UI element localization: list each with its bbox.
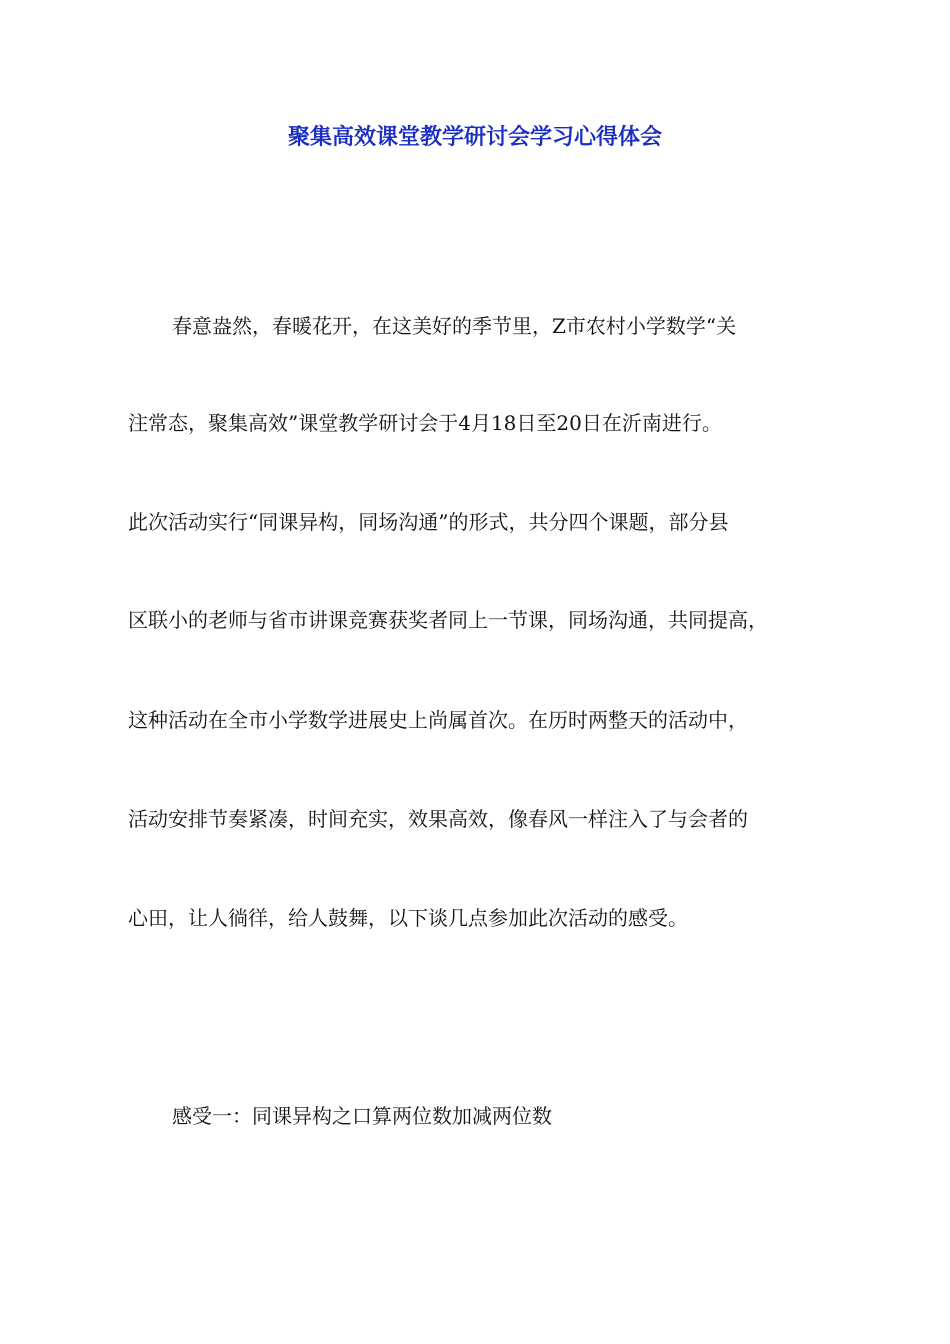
paragraph-line: 区联小的老师与省市讲课竞赛获奖者同上一节课，同场沟通，共同提高， [128,608,768,632]
paragraph-line: 心田，让人徜徉，给人鼓舞，以下谈几点参加此次活动的感受。 [128,906,688,930]
paragraph-line: 注常态，聚集高效”课堂教学研讨会于4月18日至20日在沂南进行。 [128,411,722,435]
paragraph-line: 这种活动在全市小学数学进展史上尚属首次。在历时两整天的活动中， [128,708,748,732]
paragraph-line: 此次活动实行“同课异构，同场沟通”的形式，共分四个课题，部分县 [128,510,729,534]
paragraph-line: 活动安排节奏紧凑，时间充实，效果高效，像春风一样注入了与会者的 [128,807,748,831]
paragraph-line: 春意盎然，春暖花开，在这美好的季节里，Z市农村小学数学“关 [172,314,737,338]
document-title: 聚集高效课堂教学研讨会学习心得体会 [287,125,662,150]
section-heading: 感受一：同课异构之口算两位数加减两位数 [172,1104,552,1128]
